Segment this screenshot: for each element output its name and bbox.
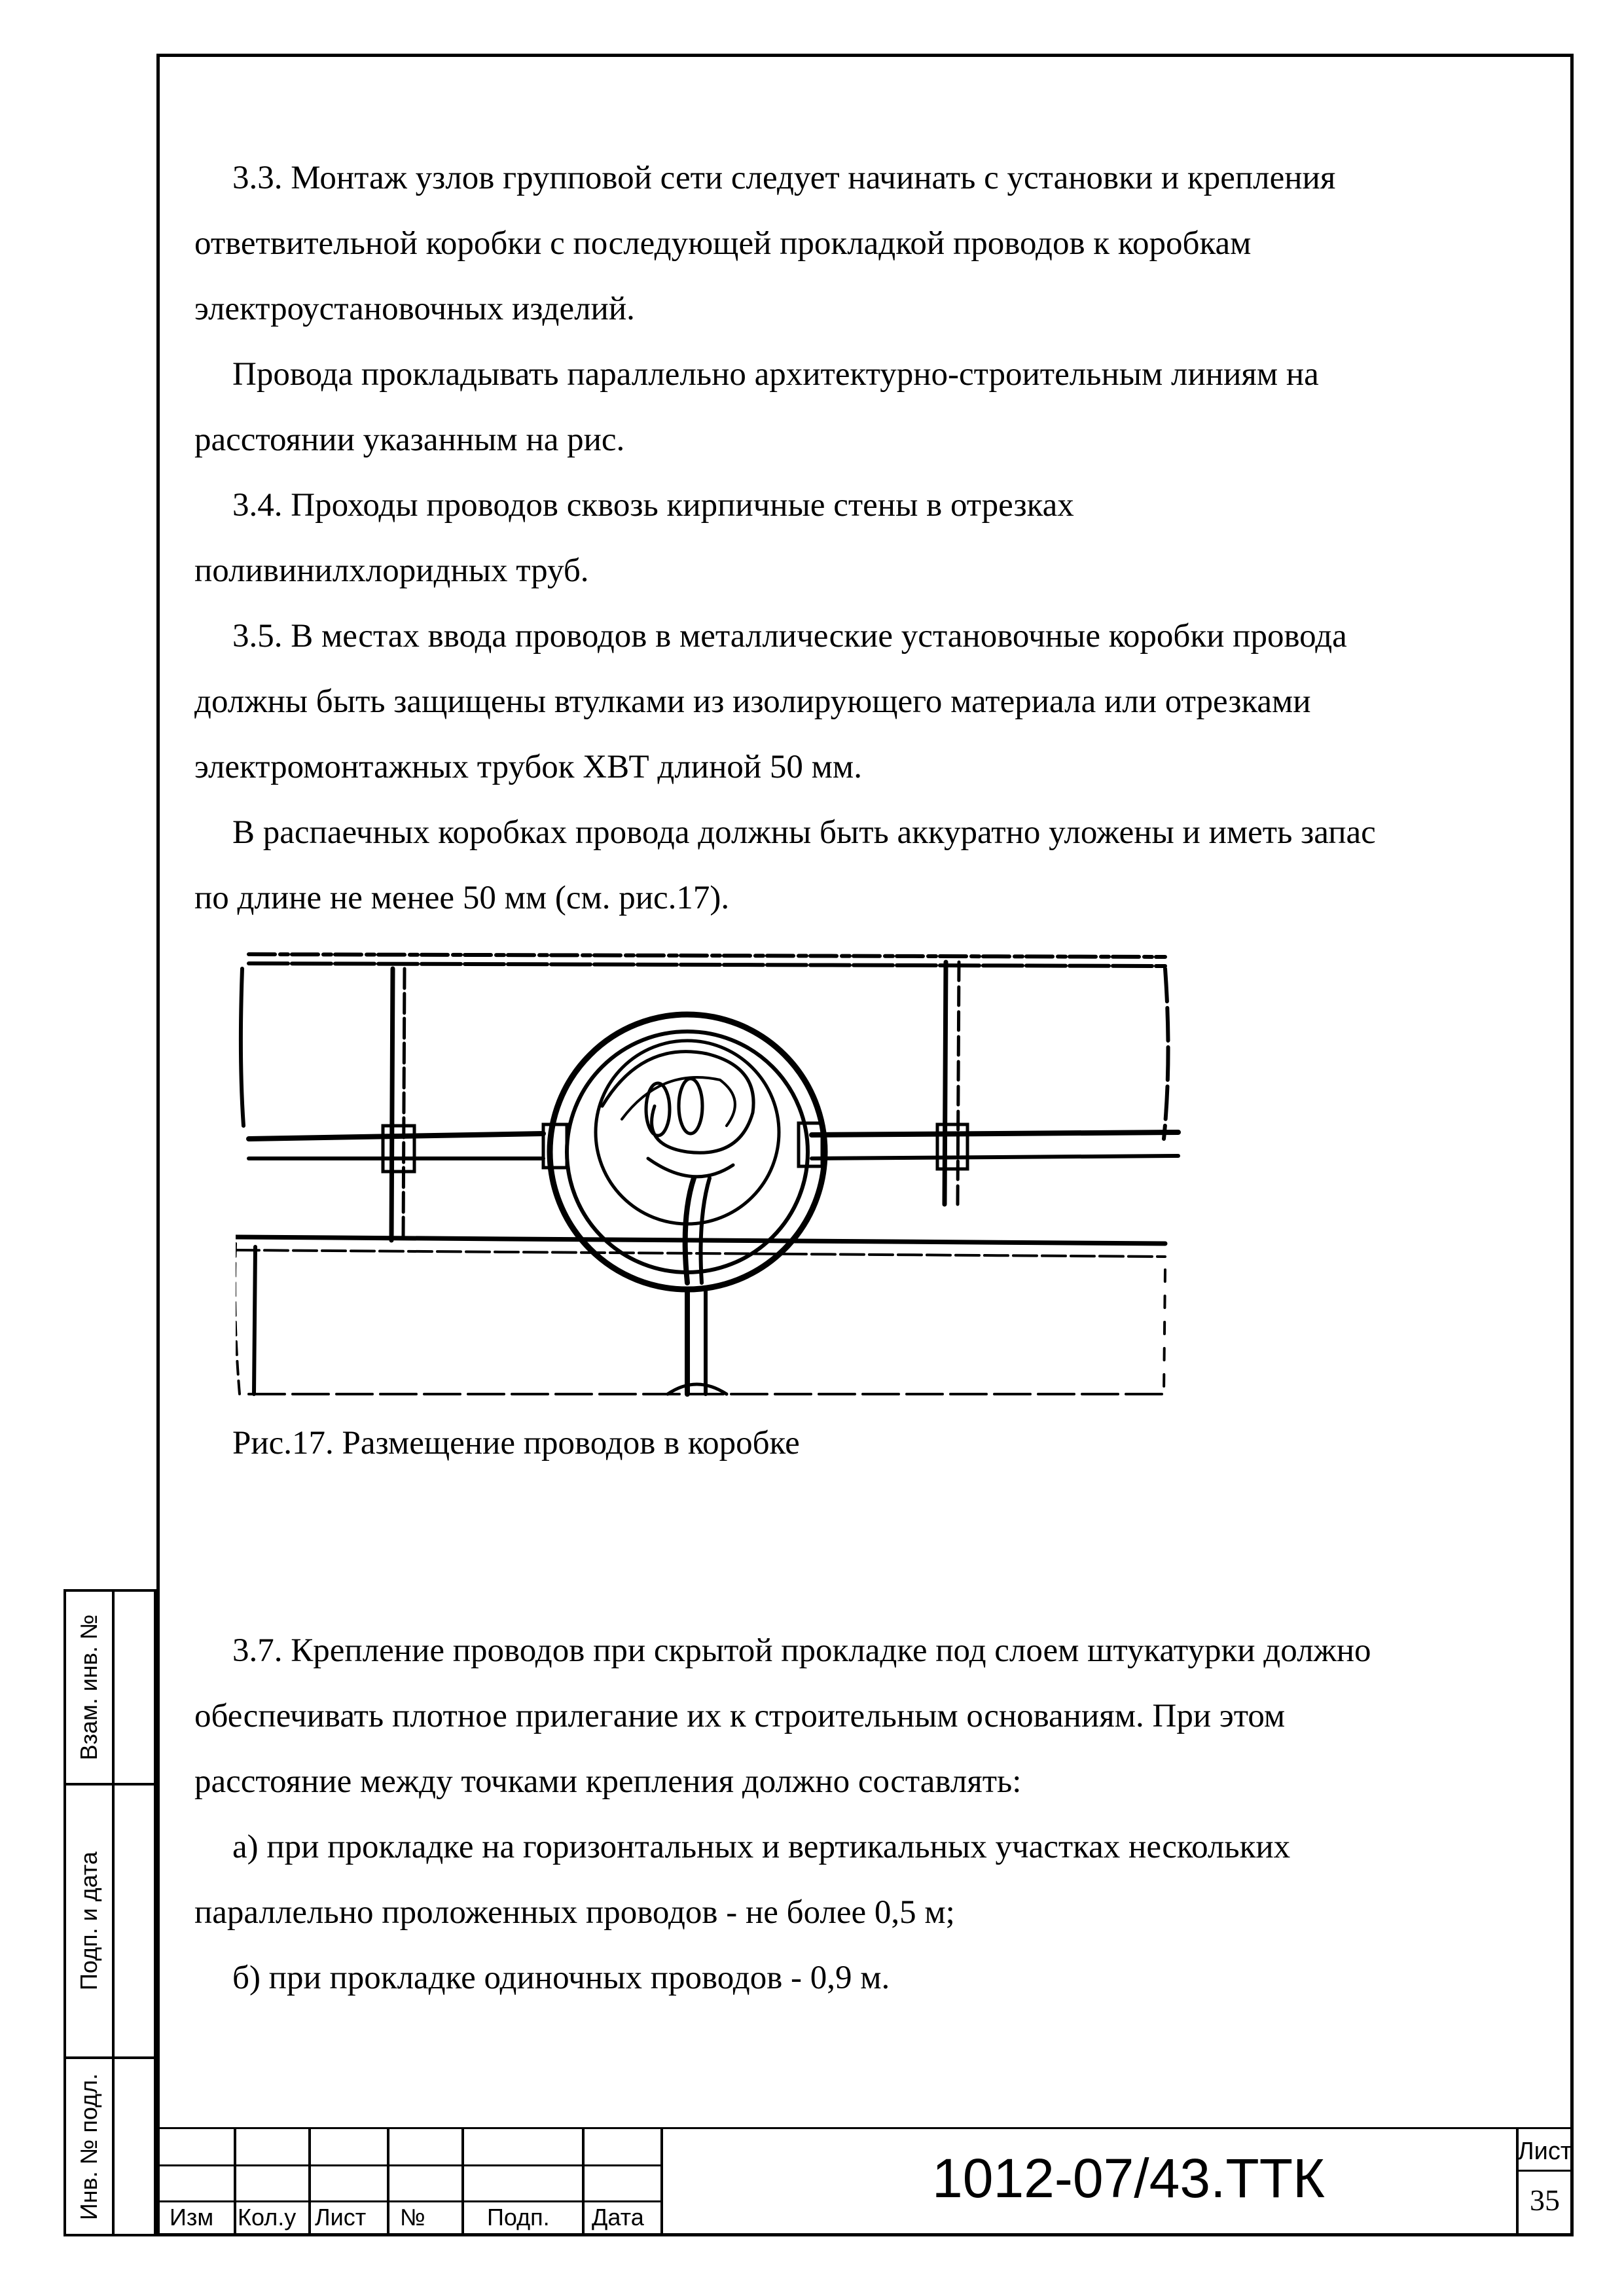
side-label-vzam: Взам. инв. № bbox=[75, 1614, 102, 1761]
para-3-7-line1: 3.7. Крепление проводов при скрытой прокладке под слоем штукатурки должно bbox=[232, 1632, 1371, 1669]
sheet-label: Лист bbox=[1517, 2138, 1572, 2165]
para-a-line1: а) при прокладке на горизонтальных и вертикальных участках нескольких bbox=[232, 1829, 1291, 1865]
para-b-line1: б) при прокладке одиночных проводов - 0,9 м. bbox=[232, 1960, 890, 1996]
para-boxes-line2: по длине не менее 50 мм (см. рис.17). bbox=[194, 880, 730, 916]
para-3-7-line3: расстояние между точками крепления должно составлять: bbox=[194, 1763, 1022, 1800]
header-izm: Изм bbox=[170, 2204, 214, 2231]
sheet-number: 35 bbox=[1530, 2183, 1560, 2217]
header-data: Дата bbox=[592, 2204, 644, 2231]
para-3-5-line3: электромонтажных трубок ХВТ длиной 50 мм. bbox=[194, 749, 862, 785]
para-3-3-line2: ответвительной коробки с последующей прокладкой проводов к коробкам bbox=[194, 225, 1252, 262]
para-boxes-line1: В распаечных коробках провода должны быть аккуратно уложены и иметь запас bbox=[232, 814, 1376, 851]
title-block bbox=[156, 2127, 1574, 2236]
para-3-3-line3: электроустановочных изделий. bbox=[194, 291, 635, 327]
para-wires-line2: расстоянии указанным на рис. bbox=[194, 422, 625, 458]
document-code: 1012-07/43.ТТК bbox=[932, 2147, 1325, 2209]
para-3-3-line1: 3.3. Монтаж узлов групповой сети следует начинать с установки и крепления bbox=[232, 160, 1336, 196]
figure-caption: Рис.17. Размещение проводов в коробке bbox=[232, 1425, 800, 1462]
header-kolu: Кол.у bbox=[238, 2204, 297, 2231]
side-label-inv: Инв. № подл. bbox=[75, 2073, 102, 2220]
side-stamp-inv bbox=[63, 2056, 156, 2236]
figure-wires-in-box bbox=[236, 942, 1191, 1401]
header-num: № bbox=[400, 2204, 425, 2231]
side-stamp-podp bbox=[63, 1783, 156, 2059]
para-3-5-line1: 3.5. В местах ввода проводов в металлические установочные коробки провода bbox=[232, 618, 1347, 655]
para-wires-line1: Провода прокладывать параллельно архитектурно-строительным линиям на bbox=[232, 356, 1319, 393]
para-3-4-line1: 3.4. Проходы проводов сквозь кирпичные стены в отрезках bbox=[232, 487, 1074, 524]
para-3-5-line2: должны быть защищены втулками из изолирующего материала или отрезками bbox=[194, 683, 1311, 720]
para-3-4-line2: поливинилхлоридных труб. bbox=[194, 552, 589, 589]
side-label-podp: Подп. и дата bbox=[75, 1851, 102, 1991]
para-a-line2: параллельно проложенных проводов - не более 0,5 м; bbox=[194, 1894, 955, 1931]
header-podp: Подп. bbox=[487, 2204, 550, 2231]
para-3-7-line2: обеспечивать плотное прилегание их к строительным основаниям. При этом bbox=[194, 1698, 1286, 1734]
side-stamp-vzam bbox=[63, 1589, 156, 1785]
header-list: Лист bbox=[315, 2204, 367, 2231]
